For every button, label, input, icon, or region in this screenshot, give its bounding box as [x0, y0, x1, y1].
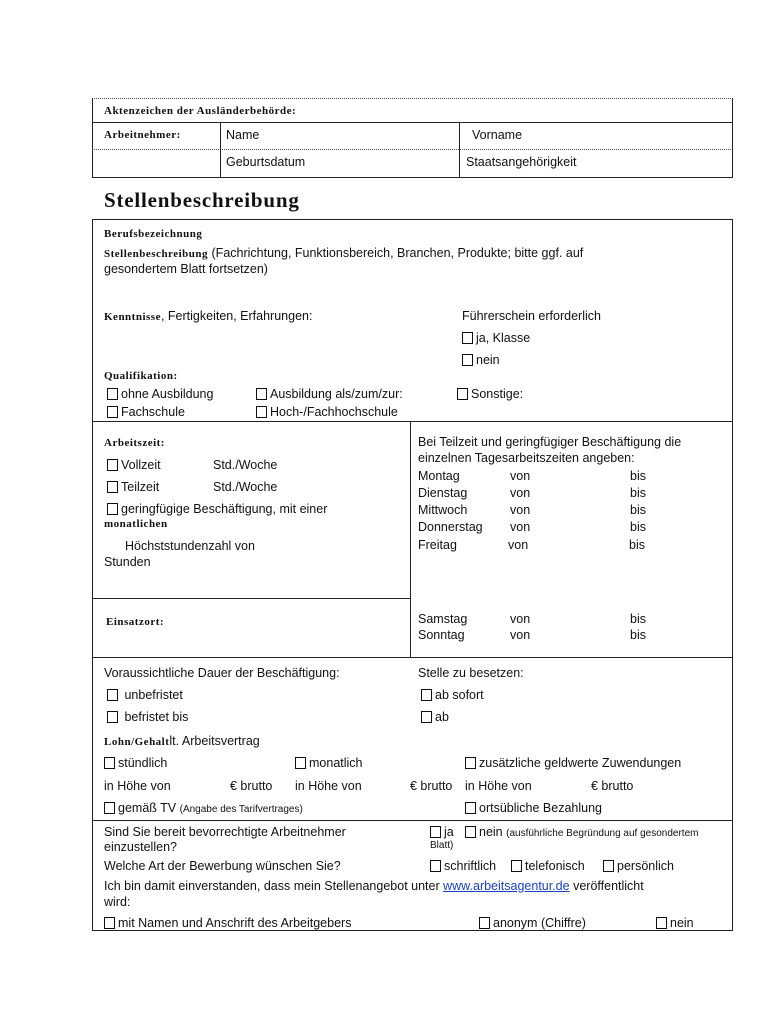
anonym-option[interactable]: [479, 916, 586, 930]
monatlich-label: monatlich: [309, 756, 363, 770]
day-label: Dienstag: [418, 486, 468, 500]
persoenlich-label: persönlich: [617, 859, 674, 873]
fuehrerschein-label: Führerschein erforderlich: [462, 309, 601, 323]
divider: [92, 598, 411, 599]
telefonisch-label: telefonisch: [525, 859, 585, 873]
schriftlich-option[interactable]: [430, 859, 496, 873]
gemaess-tv-option[interactable]: [104, 801, 303, 815]
euro-brutto-label: € brutto: [410, 779, 453, 793]
divider: [92, 421, 733, 422]
day-label: Sonntag: [418, 628, 465, 642]
von-label: von: [510, 520, 531, 534]
tarif-hint: (Angabe des Tarifvertrages): [179, 804, 303, 815]
ab-sofort-option[interactable]: [421, 688, 484, 702]
day-label: Samstag: [418, 612, 468, 626]
divider: [92, 930, 733, 931]
zusaetzliche-label: zusätzliche geldwerte Zuwendungen: [479, 756, 682, 770]
stelle-label: Stelle zu besetzen:: [418, 666, 524, 680]
monatlich-option[interactable]: [295, 756, 363, 770]
ohne-ausbildung-option[interactable]: [107, 387, 213, 401]
bis-label: bis: [630, 612, 646, 626]
veroeffentlichung-nein-option[interactable]: [656, 916, 694, 930]
checkbox[interactable]: [465, 826, 476, 838]
divider: [459, 122, 460, 177]
sonstige-option[interactable]: [457, 387, 523, 401]
teilzeit-option[interactable]: [107, 480, 159, 494]
veroeffentlicht-text: veröffentlicht: [573, 879, 644, 893]
checkbox[interactable]: [430, 860, 441, 872]
befristet-label: befristet bis: [124, 710, 189, 724]
stellenbeschreibung-hint-2: gesondertem Blatt fortsetzen): [104, 262, 268, 276]
checkbox[interactable]: [107, 689, 118, 701]
checkbox[interactable]: [107, 481, 118, 493]
bevorrechtigt-line-2: einzustellen?: [104, 840, 177, 854]
stuendlich-option[interactable]: [104, 756, 167, 770]
lohn-label: Lohn/Gehalt: [104, 736, 170, 748]
checkbox[interactable]: [465, 802, 476, 814]
checkbox[interactable]: [295, 757, 306, 769]
day-label: Freitag: [418, 538, 457, 552]
anonym-label: anonym (Chiffre): [493, 916, 586, 930]
wird-label: wird:: [104, 895, 131, 909]
stunden-label: Stunden: [104, 555, 151, 569]
gemaess-tv-label: gemäß TV: [118, 801, 177, 815]
checkbox[interactable]: [256, 388, 267, 400]
euro-brutto-label: € brutto: [230, 779, 273, 793]
divider: [92, 122, 733, 123]
day-label: Mittwoch: [418, 503, 468, 517]
blatt-label: Blatt): [430, 840, 454, 851]
stellenbeschreibung-hint: (Fachrichtung, Funktionsbereich, Branchen, Produkte; bitte ggf. auf: [211, 246, 584, 260]
geringfuegig-option[interactable]: [107, 502, 327, 516]
divider: [92, 177, 733, 178]
checkbox[interactable]: [107, 406, 118, 418]
bewerbung-label: Welche Art der Bewerbung wünschen Sie?: [104, 859, 341, 873]
vorname-field[interactable]: Vorname: [472, 128, 523, 142]
hochschule-label: Hoch-/Fachhochschule: [270, 405, 398, 419]
checkbox[interactable]: [421, 711, 432, 723]
arbeitszeit-label: Arbeitszeit:: [104, 437, 165, 449]
schriftlich-label: schriftlich: [444, 859, 497, 873]
mit-namen-label: mit Namen und Anschrift des Arbeitgebers: [118, 916, 352, 930]
stellenbeschreibung-line: [104, 246, 583, 260]
einverstanden-text: Ich bin damit einverstanden, dass mein Stellenangebot unter: [104, 879, 440, 893]
bis-label: bis: [630, 469, 646, 483]
name-field[interactable]: Name: [226, 128, 260, 142]
ausbildung-als-option[interactable]: [256, 387, 403, 401]
ohne-ausbildung-label: ohne Ausbildung: [121, 387, 214, 401]
bis-label: bis: [630, 628, 646, 642]
checkbox[interactable]: [421, 689, 432, 701]
fachschule-option[interactable]: [107, 405, 185, 419]
divider: [410, 421, 411, 657]
fachschule-label: Fachschule: [121, 405, 185, 419]
ausbildung-als-label: Ausbildung als/zum/zur:: [270, 387, 403, 401]
checkbox[interactable]: [479, 917, 490, 929]
divider: [92, 219, 733, 220]
lohn-line: [104, 734, 260, 748]
bis-label: bis: [630, 486, 646, 500]
hochschule-option[interactable]: [256, 405, 398, 419]
geringfuegig-label: geringfügige Beschäftigung, mit einer: [121, 502, 328, 516]
dauer-label: Voraussichtliche Dauer der Beschäftigung:: [104, 666, 340, 680]
checkbox[interactable]: [511, 860, 522, 872]
checkbox[interactable]: [256, 406, 267, 418]
geburtsdatum-field[interactable]: Geburtsdatum: [226, 155, 306, 169]
berufsbezeichnung-label: Berufsbezeichnung: [104, 228, 203, 240]
vollzeit-option[interactable]: [107, 458, 161, 472]
euro-brutto-label: € brutto: [591, 779, 634, 793]
divider: [732, 98, 733, 177]
divider: [220, 122, 221, 177]
divider: [92, 98, 93, 177]
std-woche-label: Std./Woche: [213, 458, 278, 472]
nein-label: nein: [670, 916, 694, 930]
ortsueblich-label: ortsübliche Bezahlung: [479, 801, 602, 815]
header-top-border: [92, 98, 733, 99]
divider: [92, 657, 733, 658]
kenntnisse-line: [104, 309, 312, 323]
unbefristet-label: unbefristet: [124, 688, 183, 702]
checkbox[interactable]: [107, 459, 118, 471]
checkbox[interactable]: [603, 860, 614, 872]
kenntnisse-label: Kenntnisse: [104, 311, 161, 323]
lohn-rest: lt. Arbeitsvertrag: [169, 734, 260, 748]
staatsangehoerigkeit-field[interactable]: Staatsangehörigkeit: [466, 155, 577, 169]
checkbox[interactable]: [465, 757, 476, 769]
checkbox[interactable]: [457, 388, 468, 400]
checkbox[interactable]: [462, 332, 473, 344]
checkbox[interactable]: [430, 826, 441, 838]
unbefristet-option[interactable]: [107, 688, 183, 702]
in-hoehe-von-label: in Höhe von: [295, 779, 362, 793]
teilzeit-label: Teilzeit: [121, 480, 160, 494]
von-label: von: [508, 538, 529, 552]
qualifikation-label: Qualifikation:: [104, 370, 178, 382]
checkbox[interactable]: [462, 354, 473, 366]
nein-hint: (ausführliche Begründung auf gesondertem: [506, 828, 699, 839]
nein-label: nein: [479, 825, 503, 839]
stuendlich-label: stündlich: [118, 756, 168, 770]
hoechststunden-label: Höchststundenzahl von: [125, 539, 255, 553]
divider: [732, 219, 733, 931]
ja-klasse-label: ja, Klasse: [476, 331, 531, 345]
checkbox[interactable]: [104, 757, 115, 769]
arbeitsagentur-link[interactable]: www.arbeitsagentur.de: [443, 879, 570, 893]
bevorrechtigt-line-1: Sind Sie bereit bevorrechtigte Arbeitnehmer: [104, 825, 346, 839]
checkbox[interactable]: [107, 711, 118, 723]
ja-klasse-option[interactable]: [462, 331, 530, 345]
bis-label: bis: [629, 538, 645, 552]
teilzeit-info-1: Bei Teilzeit und geringfügiger Beschäftigung die: [418, 435, 682, 449]
bis-label: bis: [630, 520, 646, 534]
zusaetzliche-option[interactable]: [465, 756, 681, 770]
von-label: von: [510, 628, 531, 642]
std-woche-label: Std./Woche: [213, 480, 278, 494]
checkbox[interactable]: [107, 388, 118, 400]
ab-label: ab: [435, 710, 449, 724]
divider: [92, 820, 733, 821]
checkbox[interactable]: [656, 917, 667, 929]
arbeitnehmer-label: Arbeitnehmer:: [104, 129, 181, 141]
day-label: Donnerstag: [418, 520, 483, 534]
von-label: von: [510, 469, 531, 483]
divider: [92, 219, 93, 931]
bis-label: bis: [630, 503, 646, 517]
ortsueblich-option[interactable]: [465, 801, 602, 815]
monatlichen-label: monatlichen: [104, 518, 168, 530]
persoenlich-option[interactable]: [603, 859, 674, 873]
in-hoehe-von-label: in Höhe von: [465, 779, 532, 793]
bevorrechtigt-ja-option[interactable]: [430, 825, 454, 839]
mit-namen-option[interactable]: [104, 916, 351, 930]
einsatzort-label: Einsatzort:: [106, 616, 165, 628]
telefonisch-option[interactable]: [511, 859, 585, 873]
checkbox[interactable]: [104, 802, 115, 814]
checkbox[interactable]: [104, 917, 115, 929]
aktenzeichen-label: Aktenzeichen der Ausländerbehörde:: [104, 105, 297, 117]
checkbox[interactable]: [107, 503, 118, 515]
kenntnisse-rest: , Fertigkeiten, Erfahrungen:: [160, 309, 313, 323]
von-label: von: [510, 503, 531, 517]
stellenbeschreibung-label: Stellenbeschreibung: [104, 248, 209, 260]
nein-label: nein: [476, 353, 500, 367]
ab-sofort-label: ab sofort: [435, 688, 484, 702]
day-label: Montag: [418, 469, 460, 483]
sonstige-label: Sonstige:: [471, 387, 524, 401]
teilzeit-info-2: einzelnen Tagesarbeitszeiten angeben:: [418, 451, 635, 465]
ja-label: ja: [444, 825, 454, 839]
in-hoehe-von-label: in Höhe von: [104, 779, 171, 793]
bevorrechtigt-nein-option[interactable]: [465, 825, 698, 839]
einverstanden-line: [104, 879, 644, 893]
ab-option[interactable]: [421, 710, 449, 724]
von-label: von: [510, 486, 531, 500]
von-label: von: [510, 612, 531, 626]
page-title: Stellenbeschreibung: [104, 188, 300, 212]
vollzeit-label: Vollzeit: [121, 458, 161, 472]
divider: [92, 149, 733, 150]
befristet-option[interactable]: [107, 710, 188, 724]
fuehrerschein-nein-option[interactable]: [462, 353, 500, 367]
